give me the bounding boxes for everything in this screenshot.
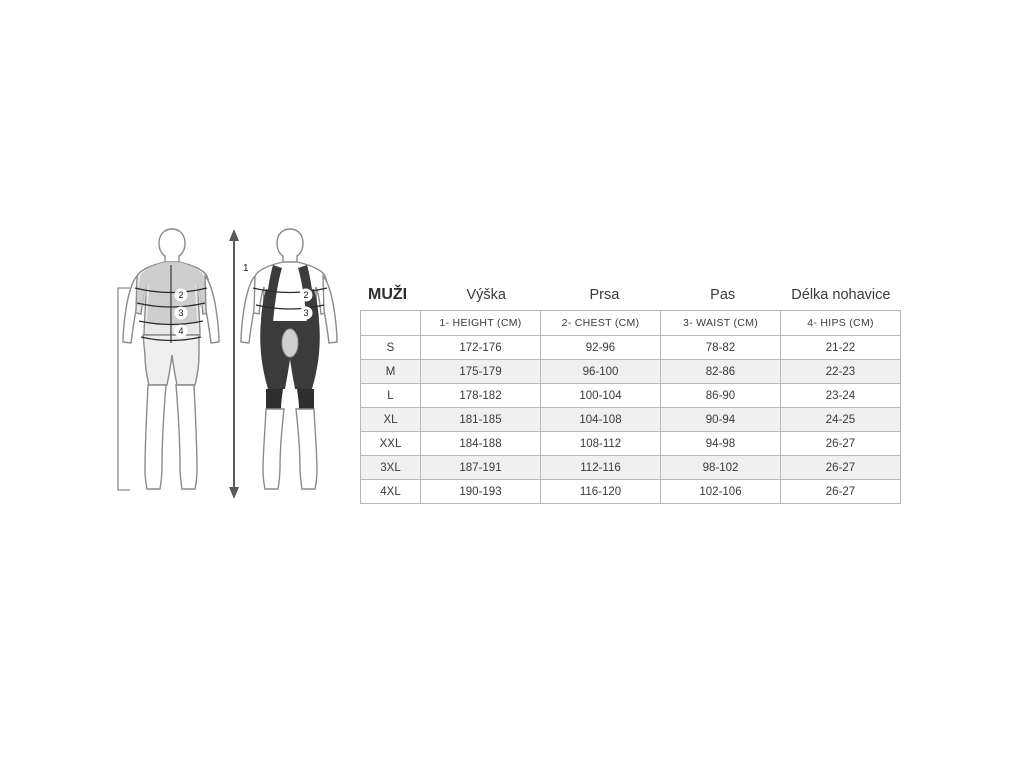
cell-hips: 26-27 xyxy=(781,432,901,456)
table-row xyxy=(361,384,901,408)
marker-waist: 3 xyxy=(178,308,184,318)
cell-height: 184-188 xyxy=(421,432,541,456)
cell-height: 175-179 xyxy=(421,360,541,384)
cell-hips: 23-24 xyxy=(781,384,901,408)
marker-hips: 4 xyxy=(178,326,184,336)
cell-waist: 86-90 xyxy=(661,384,781,408)
cell-height: 172-176 xyxy=(421,336,541,360)
column-title-chest: Prsa xyxy=(589,287,620,304)
marker-waist-right: 3 xyxy=(303,308,309,318)
cell-chest: 104-108 xyxy=(541,408,661,432)
cell-hips: 26-27 xyxy=(781,480,901,504)
cell-height: 178-182 xyxy=(421,384,541,408)
subheader-waist: 3- WAIST (CM) xyxy=(661,311,781,336)
cell-chest: 100-104 xyxy=(541,384,661,408)
size-table xyxy=(360,310,901,504)
subheader-height: 1- HEIGHT (CM) xyxy=(421,311,541,336)
marker-height: 1 xyxy=(243,263,249,274)
subheader-hips: 4- HIPS (CM) xyxy=(781,311,901,336)
cell-hips: 24-25 xyxy=(781,408,901,432)
cell-chest: 96-100 xyxy=(541,360,661,384)
cell-waist: 94-98 xyxy=(661,432,781,456)
cell-height: 190-193 xyxy=(421,480,541,504)
body-measurement-figure xyxy=(110,225,360,500)
table-row xyxy=(361,456,901,480)
cell-size: 3XL xyxy=(361,456,421,480)
cell-chest: 116-120 xyxy=(541,480,661,504)
cell-size: L xyxy=(361,384,421,408)
cell-size: 4XL xyxy=(361,480,421,504)
cell-waist: 102-106 xyxy=(661,480,781,504)
table-column-title-row xyxy=(360,272,900,310)
cell-size: XXL xyxy=(361,432,421,456)
cell-height: 187-191 xyxy=(421,456,541,480)
cell-chest: 112-116 xyxy=(541,456,661,480)
column-title-hips: Délka nohavice xyxy=(791,287,891,304)
cell-waist: 90-94 xyxy=(661,408,781,432)
cell-chest: 92-96 xyxy=(541,336,661,360)
marker-chest-right: 2 xyxy=(303,290,309,300)
figure-right-bibshorts xyxy=(241,229,337,489)
cell-height: 181-185 xyxy=(421,408,541,432)
cell-waist: 98-102 xyxy=(661,456,781,480)
cell-hips: 26-27 xyxy=(781,456,901,480)
height-arrow xyxy=(229,229,249,499)
cell-waist: 78-82 xyxy=(661,336,781,360)
cell-size: S xyxy=(361,336,421,360)
column-title-waist: Pas xyxy=(710,287,736,304)
table-subheader-row xyxy=(361,311,901,336)
column-title-height: Výška xyxy=(466,287,506,304)
table-row xyxy=(361,432,901,456)
cell-hips: 21-22 xyxy=(781,336,901,360)
marker-chest: 2 xyxy=(178,290,184,300)
cell-size: M xyxy=(361,360,421,384)
table-row xyxy=(361,480,901,504)
figure-left-jersey xyxy=(123,229,219,489)
size-table-block xyxy=(360,272,900,504)
subheader-blank xyxy=(361,311,421,336)
table-row xyxy=(361,408,901,432)
cell-chest: 108-112 xyxy=(541,432,661,456)
cell-size: XL xyxy=(361,408,421,432)
table-row xyxy=(361,336,901,360)
table-row xyxy=(361,360,901,384)
subheader-chest: 2- CHEST (CM) xyxy=(541,311,661,336)
cell-hips: 22-23 xyxy=(781,360,901,384)
page-title: MUŽI xyxy=(368,286,408,304)
cell-waist: 82-86 xyxy=(661,360,781,384)
